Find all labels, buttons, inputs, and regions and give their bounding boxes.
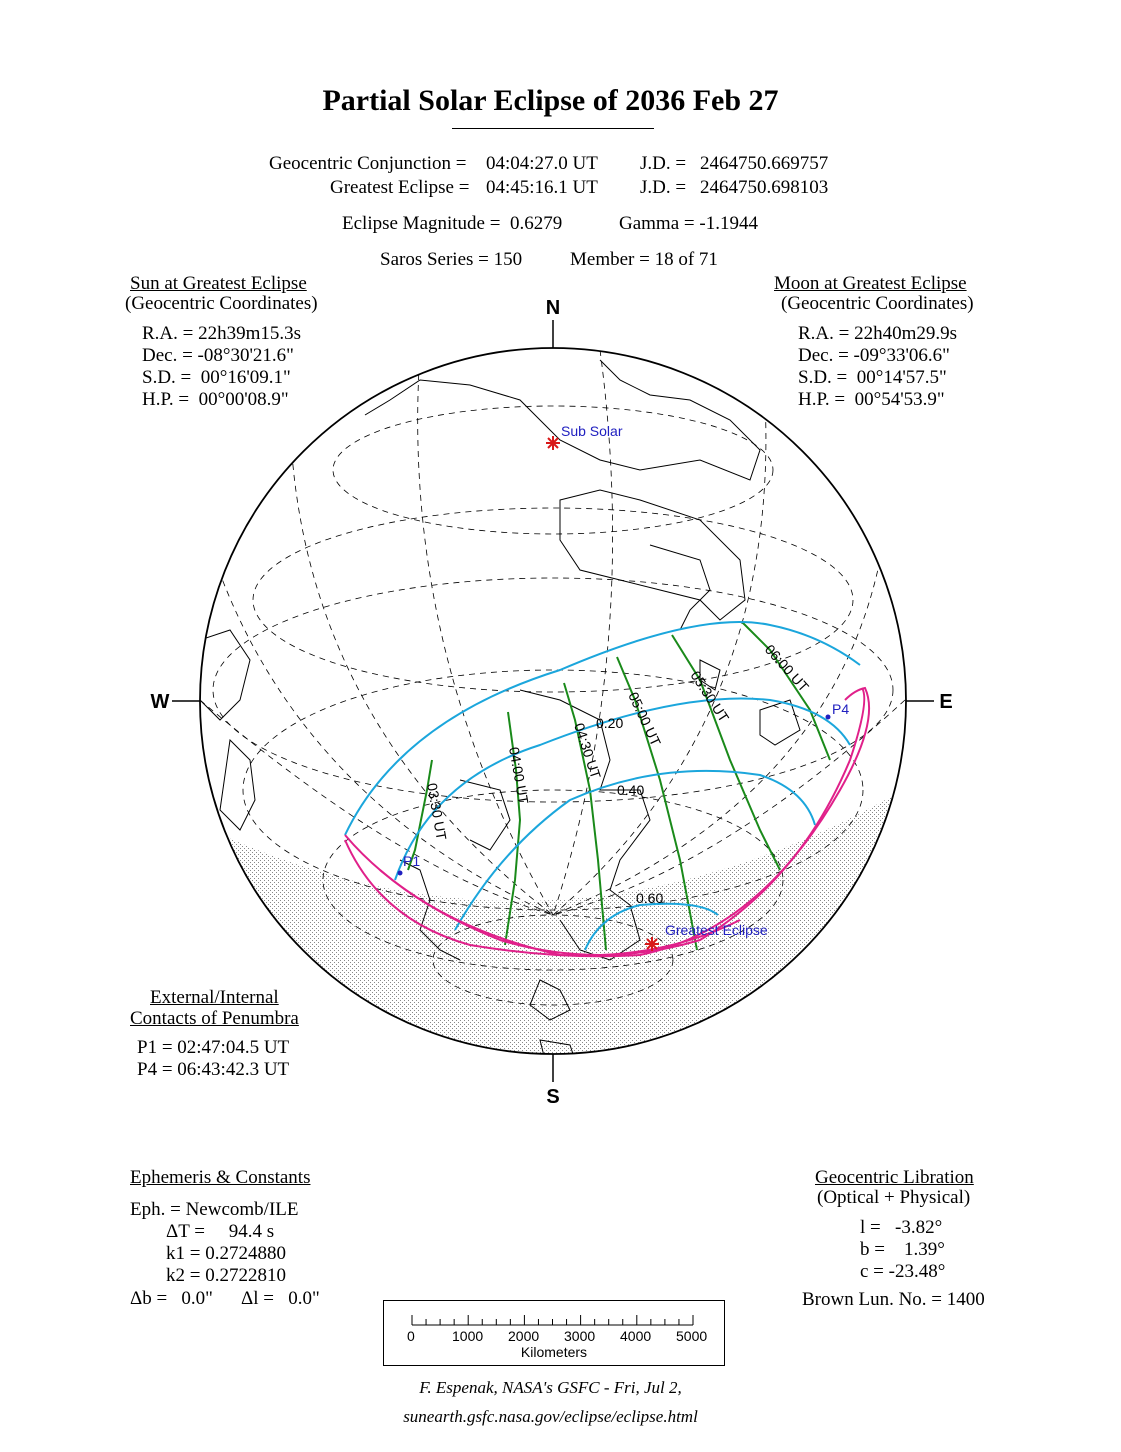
- libration-c: c = -23.48°: [860, 1261, 946, 1282]
- parallel-line: [213, 578, 893, 802]
- scale-unit: Kilometers: [520, 1344, 588, 1360]
- moon-dec: Dec. = -09°33'06.6": [798, 345, 950, 366]
- sun-sd: S.D. = 00°16'09.1": [142, 367, 291, 388]
- magnitude-label-020: 0.20: [596, 715, 624, 731]
- scale-tick-1000: 1000: [452, 1328, 484, 1344]
- greatest-eclipse-label: Greatest Eclipse: [665, 922, 768, 938]
- compass-west: W: [150, 691, 170, 713]
- ephemeris-delta-t: ΔT = 94.4 s: [166, 1221, 275, 1242]
- libration-b: b = 1.39°: [860, 1239, 945, 1260]
- compass-north: N: [545, 297, 561, 319]
- eclipse-magnitude: Eclipse Magnitude = 0.6279: [342, 213, 563, 234]
- moon-subheading: (Geocentric Coordinates): [781, 293, 974, 314]
- conjunction-jd: 2464750.669757: [700, 153, 829, 174]
- moon-hp: H.P. = 00°54'53.9": [798, 389, 945, 410]
- time-label-0330: 03:30 UT: [424, 781, 450, 842]
- sub-solar-label: Sub Solar: [561, 423, 623, 439]
- parallel-line: [333, 406, 773, 534]
- scale-tick-4000: 4000: [620, 1328, 652, 1344]
- page-title: Partial Solar Eclipse of 2036 Feb 27: [322, 84, 779, 117]
- time-label-0430: 04:30 UT: [571, 720, 605, 781]
- sun-subheading: (Geocentric Coordinates): [125, 293, 318, 314]
- sub-solar-marker: [546, 436, 560, 450]
- conjunction-label: Geocentric Conjunction =: [269, 153, 467, 174]
- contacts-heading-2: Contacts of Penumbra: [130, 1008, 299, 1029]
- ephemeris-delta-b: Δb = 0.0": [130, 1288, 213, 1309]
- moon-sd: S.D. = 00°14'57.5": [798, 367, 947, 388]
- moon-heading: Moon at Greatest Eclipse: [774, 273, 967, 294]
- libration-heading: Geocentric Libration: [815, 1167, 974, 1188]
- landmass-outline: [760, 700, 800, 745]
- compass-east: E: [939, 691, 953, 713]
- scale-tick-5000: 5000: [676, 1328, 708, 1344]
- conjunction-time: 04:04:27.0 UT: [486, 153, 598, 174]
- greatest-eclipse-marker: [645, 937, 659, 951]
- greatest-eclipse-label: Greatest Eclipse =: [330, 177, 470, 198]
- time-label-0530: 05:30 UT: [687, 667, 733, 725]
- meridian-line: [553, 400, 766, 915]
- magnitude-label-060: 0.60: [636, 890, 664, 906]
- scale-tick-2000: 2000: [508, 1328, 540, 1344]
- contacts-heading-1: External/Internal: [150, 987, 279, 1008]
- landmass-outline: [650, 545, 710, 630]
- sun-hp: H.P. = 00°00'08.9": [142, 389, 289, 410]
- p1-marker: [398, 871, 403, 876]
- ephemeris-delta-l: Δl = 0.0": [241, 1288, 320, 1309]
- compass-south: S: [546, 1086, 560, 1108]
- scale-tick-0: 0: [407, 1328, 415, 1344]
- contact-p1: P1 = 02:47:04.5 UT: [137, 1037, 290, 1058]
- landmass-outline: [365, 360, 760, 480]
- landmass-outline: [200, 630, 250, 720]
- moon-ra: R.A. = 22h40m29.9s: [798, 323, 958, 344]
- ephemeris-k1: k1 = 0.2724880: [166, 1243, 286, 1264]
- time-label-0500: 05:00 UT: [625, 689, 665, 749]
- conjunction-jd-label: J.D. =: [640, 153, 687, 174]
- libration-l: l = -3.82°: [860, 1217, 943, 1238]
- credit-line: F. Espenak, NASA's GSFC - Fri, Jul 2,: [419, 1378, 682, 1397]
- time-label-0600: 06:00 UT: [761, 641, 813, 695]
- sun-ra: R.A. = 22h39m15.3s: [142, 323, 302, 344]
- magnitude-label-040: 0.40: [617, 782, 645, 798]
- meridian-line: [290, 420, 553, 915]
- time-label-0400: 04:00 UT: [506, 745, 532, 806]
- libration-subheading: (Optical + Physical): [817, 1187, 971, 1208]
- scale-bar: [383, 1300, 725, 1366]
- url-line: sunearth.gsfc.nasa.gov/eclipse/eclipse.html: [403, 1407, 698, 1426]
- contact-p4: P4 = 06:43:42.3 UT: [137, 1059, 290, 1080]
- libration-brown: Brown Lun. No. = 1400: [802, 1289, 985, 1310]
- greatest-eclipse-jd-label: J.D. =: [640, 177, 687, 198]
- saros-member: Member = 18 of 71: [570, 249, 718, 270]
- sun-dec: Dec. = -08°30'21.6": [142, 345, 294, 366]
- night-shading: [190, 780, 920, 1080]
- gamma: Gamma = -1.1944: [619, 213, 758, 234]
- landmass-outline: [560, 490, 745, 620]
- p1-label: P1: [403, 853, 421, 869]
- ephemeris-eph: Eph. = Newcomb/ILE: [130, 1199, 299, 1220]
- saros-series: Saros Series = 150: [380, 249, 523, 270]
- ephemeris-heading: Ephemeris & Constants: [130, 1167, 311, 1188]
- ephemeris-k2: k2 = 0.2722810: [166, 1265, 286, 1286]
- p4-marker: [826, 715, 831, 720]
- p4-label: P4: [832, 701, 850, 717]
- greatest-eclipse-time: 04:45:16.1 UT: [486, 177, 598, 198]
- parallel-line: [253, 508, 853, 692]
- scale-tick-3000: 3000: [564, 1328, 596, 1344]
- time-curve-0600: [742, 622, 830, 760]
- landmass-outline: [220, 740, 255, 830]
- sun-heading: Sun at Greatest Eclipse: [130, 273, 307, 294]
- greatest-eclipse-jd: 2464750.698103: [700, 177, 829, 198]
